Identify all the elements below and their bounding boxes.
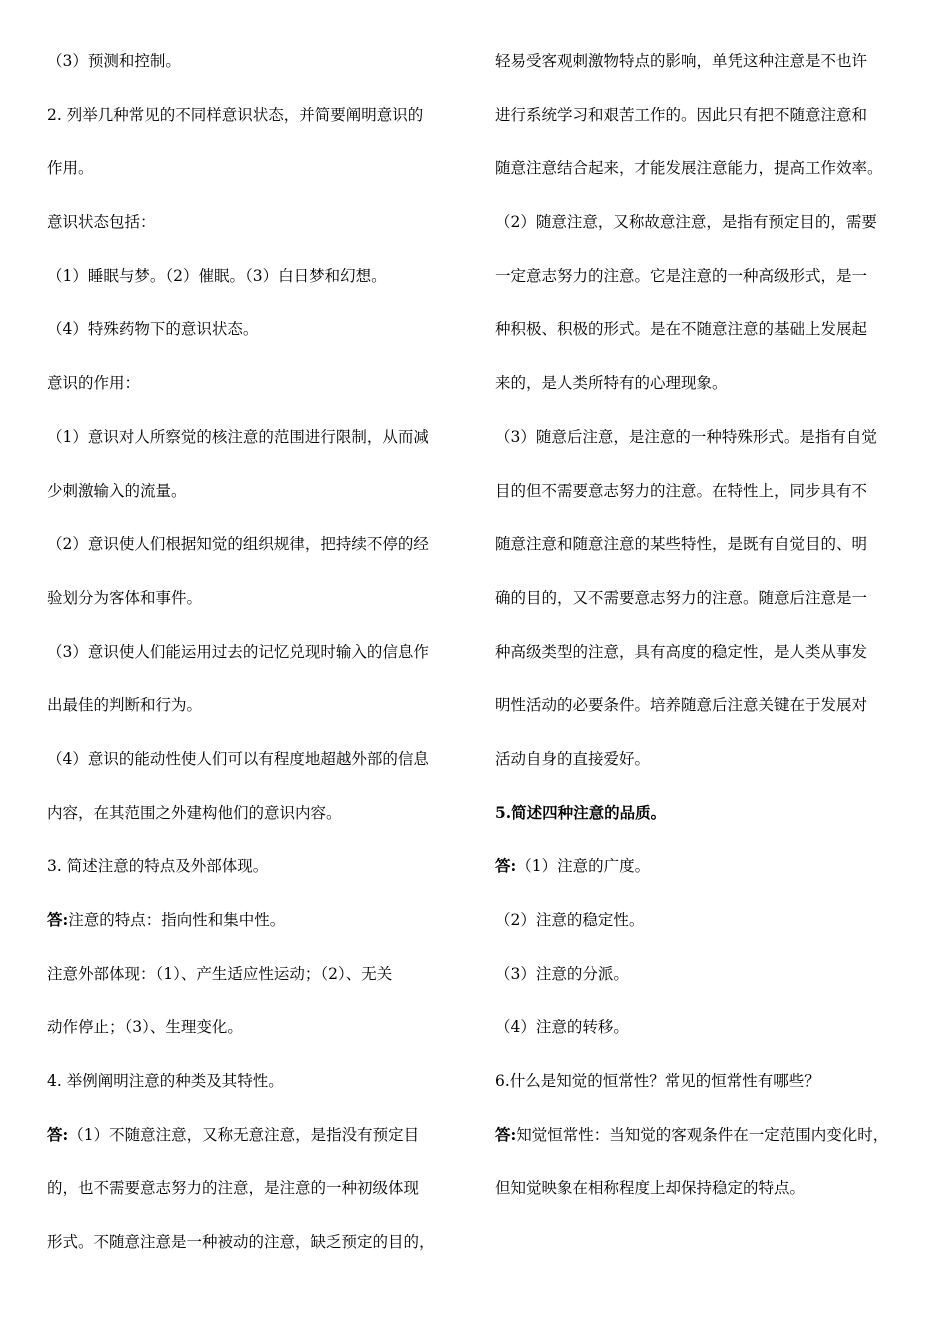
text-line	[495, 637, 913, 691]
text-line	[495, 261, 913, 315]
text-line	[495, 207, 913, 261]
text-content: （2）随意注意，又称故意注意，是指有预定目的，需要	[495, 213, 877, 232]
text-content: 意识状态包括：	[47, 213, 156, 232]
text-line	[495, 1120, 913, 1174]
text-content: （4）意识的能动性使人们可以有程度地超越外部的信息	[47, 749, 429, 768]
text-content: 出最佳的判断和行为。	[47, 696, 203, 715]
text-content: 目的但不需要意志努力的注意。在特性上，同步具有不	[495, 481, 868, 500]
answer-label: 答:	[495, 856, 517, 876]
text-line	[47, 1120, 465, 1174]
text-line	[47, 744, 465, 798]
text-content: 6.什么是知觉的恒常性？常见的恒常性有哪些？	[495, 1072, 820, 1091]
text-content: 意识的作用：	[47, 374, 141, 393]
text-content: 4. 举例阐明注意的种类及其特性。	[47, 1072, 284, 1091]
text-line	[47, 153, 465, 207]
text-content: 5.简述四种注意的品质。	[495, 802, 667, 822]
text-line	[47, 207, 465, 261]
text-content: 内容，在其范围之外建构他们的意识内容。	[47, 803, 342, 822]
text-content: （1）注意的广度。	[516, 857, 651, 876]
text-line	[495, 1173, 913, 1227]
text-line	[47, 959, 465, 1013]
text-content: 作用。	[47, 159, 94, 178]
text-content: （1）睡眠与梦。（2）催眠。（3）白日梦和幻想。	[47, 266, 387, 285]
text-line	[495, 798, 913, 852]
text-content: 种积极、积极的形式。是在不随意注意的基础上发展起	[495, 320, 868, 339]
text-line	[47, 476, 465, 530]
text-content: 形式。不随意注意是一种被动的注意，缺乏预定的目的，	[47, 1233, 435, 1252]
text-line	[47, 583, 465, 637]
text-line	[47, 690, 465, 744]
text-line	[47, 46, 465, 100]
text-content: 注意外部体现：（1）、产生适应性运动；（2）、无关	[47, 964, 393, 983]
text-line	[47, 637, 465, 691]
answer-label: 答:	[495, 1124, 517, 1144]
right-column	[495, 46, 913, 1227]
text-line	[47, 368, 465, 422]
text-line	[495, 1012, 913, 1066]
text-line	[47, 1066, 465, 1120]
text-line	[47, 1173, 465, 1227]
text-content: 的，也不需要意志努力的注意，是注意的一种初级体现	[47, 1179, 420, 1198]
answer-label: 答:	[47, 910, 69, 929]
text-line	[47, 100, 465, 154]
text-line	[47, 1227, 465, 1281]
answer-label: 答:	[47, 1124, 69, 1144]
text-line	[495, 46, 913, 100]
text-line	[495, 100, 913, 154]
text-line	[495, 959, 913, 1013]
text-content: （1）不随意注意，又称无意注意，是指没有预定目	[68, 1125, 420, 1144]
text-line	[495, 529, 913, 583]
text-line	[495, 583, 913, 637]
text-line	[495, 368, 913, 422]
text-content: 3. 简述注意的特点及外部体现。	[47, 857, 269, 876]
text-content: （3）预测和控制。	[47, 52, 181, 70]
text-content: 来的，是人类所特有的心理现象。	[495, 374, 728, 393]
text-content: 动作停止；（3）、生理变化。	[47, 1018, 243, 1037]
text-line	[495, 744, 913, 798]
text-line	[495, 851, 913, 905]
text-line	[47, 261, 465, 315]
text-line	[47, 905, 465, 959]
text-line	[495, 905, 913, 959]
text-content: 轻易受客观刺激物特点的影响，单凭这种注意是不也许	[495, 52, 868, 70]
text-content: 进行系统学习和艰苦工作的。因此只有把不随意注意和	[495, 105, 868, 124]
text-line	[47, 798, 465, 852]
text-content: （3）随意后注意，是注意的一种特殊形式。是指有自觉	[495, 427, 877, 446]
text-line	[495, 153, 913, 207]
text-content: 2. 列举几种常见的不同样意识状态，并简要阐明意识的	[47, 105, 424, 124]
text-content: 少刺激输入的流量。	[47, 481, 187, 500]
text-content: 随意注意和随意注意的某些特性，是既有自觉目的、明	[495, 535, 868, 554]
text-content: （4）注意的转移。	[495, 1018, 629, 1037]
text-content: 注意的特点：指向性和集中性。	[68, 911, 286, 929]
text-content: 确的目的，又不需要意志努力的注意。随意后注意是一	[495, 588, 868, 607]
text-content: 随意注意结合起来，才能发展注意能力，提高工作效率。	[495, 159, 883, 178]
text-content: （2）意识使人们根据知觉的组织规律，把持续不停的经	[47, 535, 429, 554]
text-content: （3）注意的分派。	[495, 964, 629, 983]
left-column	[47, 46, 465, 1281]
text-line	[47, 1012, 465, 1066]
text-line	[495, 422, 913, 476]
text-content: 明性活动的必要条件。培养随意后注意关键在于发展对	[495, 696, 868, 715]
text-line	[47, 529, 465, 583]
text-content: （3）意识使人们能运用过去的记忆兑现时输入的信息作	[47, 642, 429, 661]
text-content: 一定意志努力的注意。它是注意的一种高级形式，是一	[495, 266, 868, 285]
text-content: （1）意识对人所察觉的核注意的范围进行限制，从而减	[47, 427, 429, 446]
text-line	[47, 851, 465, 905]
text-line	[495, 1066, 913, 1120]
text-content: （4）特殊药物下的意识状态。	[47, 320, 259, 339]
text-content: （2）注意的稳定性。	[495, 911, 645, 929]
text-line	[495, 314, 913, 368]
text-line	[495, 476, 913, 530]
text-content: 种高级类型的注意，具有高度的稳定性，是人类从事发	[495, 642, 868, 661]
text-content: 活动自身的直接爱好。	[495, 749, 651, 768]
text-line	[47, 314, 465, 368]
text-line	[47, 422, 465, 476]
text-content: 知觉恒常性：当知觉的客观条件在一定范围内变化时，	[516, 1125, 889, 1144]
text-line	[495, 690, 913, 744]
text-content: 但知觉映象在相称程度上却保持稳定的特点。	[495, 1179, 806, 1198]
text-content: 验划分为客体和事件。	[47, 588, 203, 607]
